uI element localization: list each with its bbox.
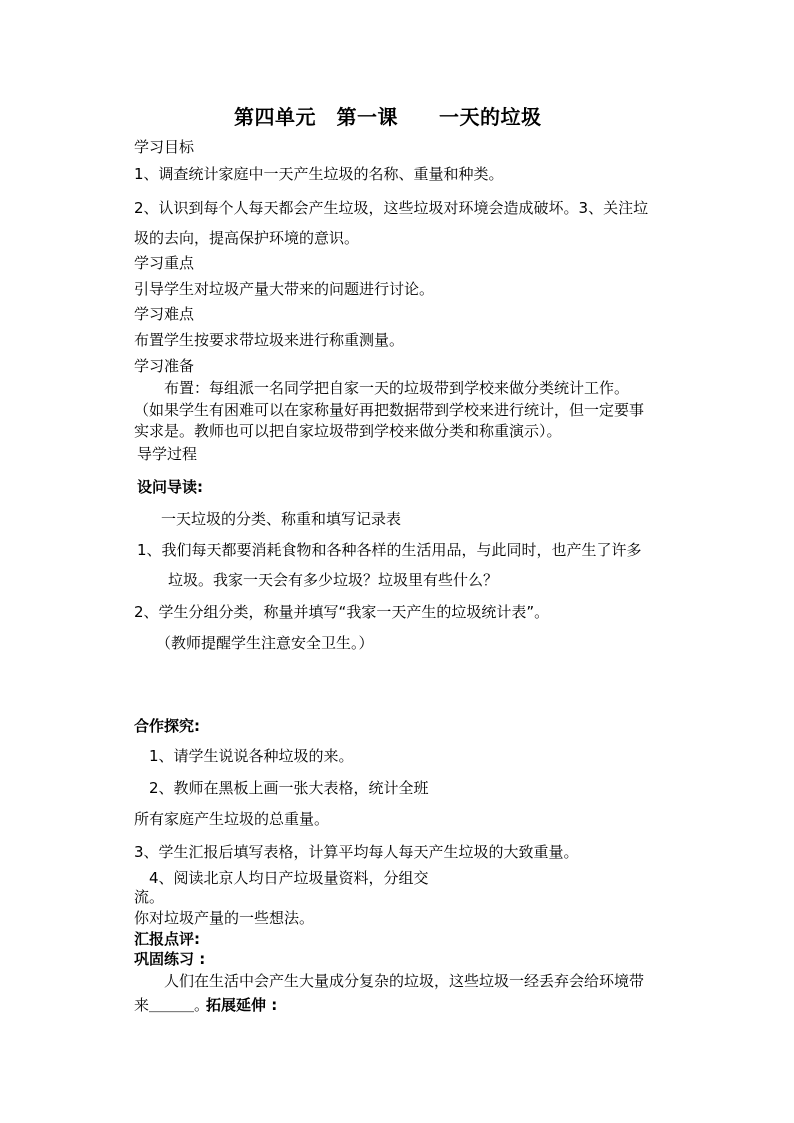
objective-2-line-2: 圾的去向，提高保护环境的意识。: [134, 229, 360, 247]
guided-item-2: 2、学生分组分类，称量并填写“我家一天产生的垃圾统计表”。: [134, 603, 550, 621]
preparation-heading: 学习准备: [134, 357, 195, 375]
preparation-line-3: 实求是。教师也可以把自家垃圾带到学校来做分类和称重演示）。: [134, 422, 562, 440]
process-heading: 导学过程: [137, 445, 198, 463]
practice-text-line-1: 人们在生活中会产生大量成分复杂的垃圾，这些垃圾一经丢弃会给环境带: [164, 972, 645, 990]
report-heading: 汇报点评:: [134, 930, 200, 948]
guided-subtitle: 一天垃圾的分类、称重和填写记录表: [161, 510, 402, 528]
difficulty-text: 布置学生按要求带垃圾来进行称重测量。: [134, 331, 405, 349]
objective-1: 1、调查统计家庭中一天产生垃圾的名称、重量和种类。: [134, 165, 504, 183]
guided-item-2-note: （教师提醒学生注意安全卫生。）: [156, 634, 374, 652]
guided-item-1-line-1: 1、我们每天都要消耗食物和各种各样的生活用品，与此同时，也产生了许多: [137, 541, 642, 559]
coop-item-1: 1、请学生说说各种垃圾的来。: [149, 747, 354, 765]
coop-item-2-line-2: 所有家庭产生垃圾的总重量。: [134, 810, 330, 828]
key-points-heading: 学习重点: [134, 254, 195, 272]
guided-heading: 设问导读:: [137, 478, 203, 496]
extension-heading: 拓展延伸 :: [206, 996, 278, 1014]
guided-item-1-line-2: 垃圾。我家一天会有多少垃圾？垃圾里有些什么？: [168, 571, 499, 589]
difficulty-heading: 学习难点: [134, 305, 195, 323]
coop-item-4-line-3: 你对垃圾产量的一些想法。: [134, 909, 315, 927]
coop-item-2-line-1: 2、教师在黑板上画一张大表格，统计全班: [149, 779, 429, 797]
coop-heading: 合作探究:: [134, 717, 200, 735]
practice-text-line-2: 来＿＿＿。: [134, 996, 210, 1014]
key-points-text: 引导学生对垃圾产量大带来的问题进行讨论。: [134, 280, 435, 298]
coop-item-4-line-2: 流。: [134, 888, 165, 906]
practice-heading: 巩固练习 :: [134, 950, 206, 968]
coop-item-4-line-1: 4、阅读北京人均日产垃圾量资料，分组交: [149, 869, 429, 887]
preparation-line-2: （如果学生有困难可以在家称量好再把数据带到学校来进行统计，但一定要事: [134, 401, 645, 419]
objectives-heading: 学习目标: [134, 138, 195, 156]
objective-2-line-1: 2、认识到每个人每天都会产生垃圾，这些垃圾对环境会造成破坏。3、关注垃: [134, 199, 649, 217]
page-title: 第四单元 第一课 一天的垃圾: [234, 105, 542, 129]
coop-item-3: 3、学生汇报后填写表格，计算平均每人每天产生垃圾的大致重量。: [134, 843, 579, 861]
preparation-line-1: 布置：每组派一名同学把自家一天的垃圾带到学校来做分类统计工作。: [164, 379, 630, 397]
